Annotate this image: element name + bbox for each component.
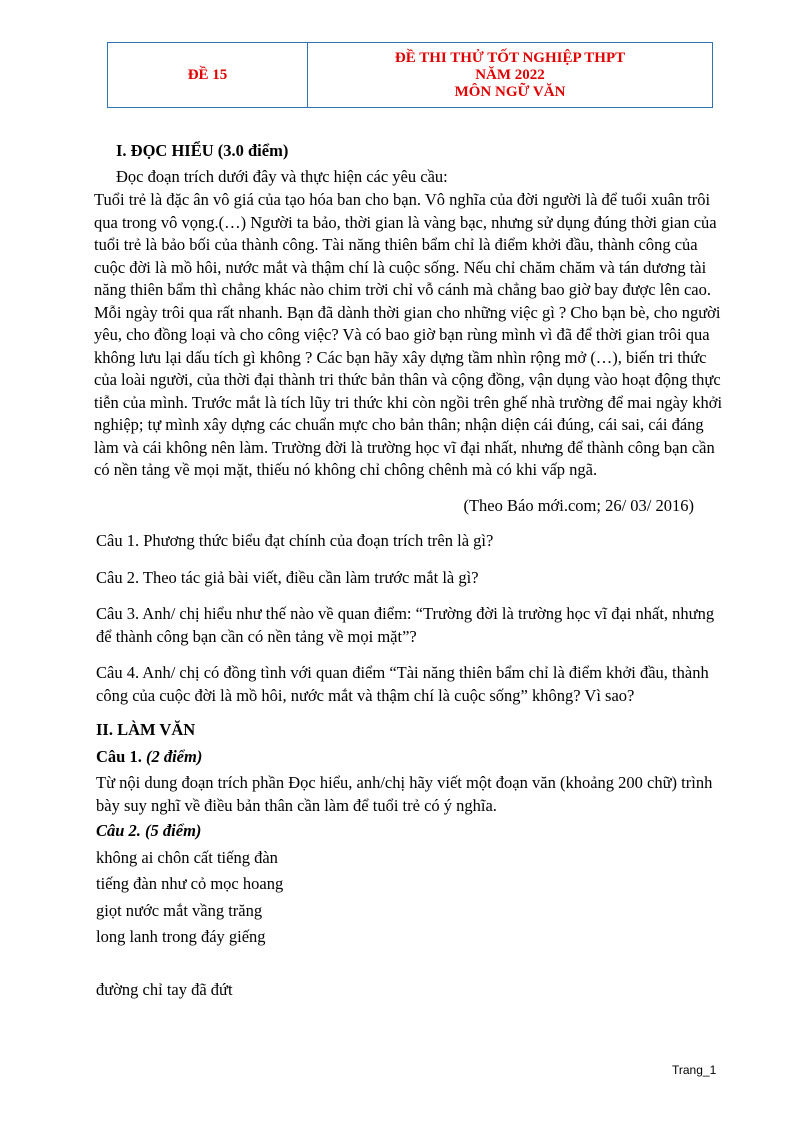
exam-subject: MÔN NGỮ VĂN: [454, 83, 566, 100]
question-1: Câu 1. Phương thức biểu đạt chính của đoạn trích trên là gì?: [96, 531, 494, 550]
section1-heading: I. ĐỌC HIỂU (3.0 điểm): [116, 141, 289, 160]
poem-line: giọt nước mắt vầng trăng: [96, 900, 263, 920]
exam-header-table: [107, 42, 713, 108]
reading-passage: Tuổi trẻ là đặc ân vô giá của tạo hóa ban cho bạn. Vô nghĩa của đời người là để tuổi xuân trôi qua trong vô vọng.(…) Người ta bảo, thời gian là vàng bạc, nhưng sử dụng đúng thời gian của tuổi trẻ là bảo bối của thành công. Tài năng thiên bẩm chỉ là điểm khởi đầu, thành công của cuộc đời là mồ hôi, nước mắt và thậm chí là cuộc sống. Nếu chỉ chăm chăm và tán dương tài năng thiên bẩm thì chẳng khác nào chim trời chỉ vỗ cánh mà chẳng bao giờ bay được lên cao. Mỗi ngày trôi qua rất nhanh. Bạn đã dành thời gian cho những việc gì ? Cho bạn bè, cho người yêu, cho đồng loại và cho công việc? Và có bao giờ bạn rùng mình vì đã để thời gian trôi qua không lưu lại dấu tích gì không ? Các bạn hãy xây dựng tầm nhìn rộng mở (…), biến tri thức của loài người, của thời đại thành tri thức bản thân và cộng đồng, vận dụng vào hoạt động thực tiễn của mình. Trước mắt là tích lũy tri thức khi còn ngồi trên ghế nhà trường để mai ngày khởi nghiệp; tự mình xây dựng các chuẩn mực cho bản thân; nhận diện cái đúng, cái sai, cái đáng làm và cái không nên làm. Trường đời là trường học vĩ đại nhất, nhưng để thành công bạn cần có nền tảng về mọi mặt, thiếu nó không chỉ chông chênh mà có khi vấp ngã.: [94, 190, 723, 479]
poem-line: long lanh trong đáy giếng: [96, 927, 266, 946]
passage-source: (Theo Báo mới.com; 26/ 03/ 2016): [463, 495, 694, 515]
essay-q2-heading: Câu 2. (5 điểm): [96, 821, 202, 840]
essay-q1-text: Từ nội dung đoạn trích phần Đọc hiểu, anh/chị hãy viết một đoạn văn (khoảng 200 chữ) trình bày suy nghĩ về điều bản thân cần làm để tuổi trẻ có ý nghĩa.: [96, 773, 713, 815]
essay-q1-label: Câu 1.: [96, 746, 142, 766]
poem-line: đường chỉ tay đã đứt: [96, 979, 233, 999]
exam-year-line: [475, 67, 545, 84]
section1-instruction: Đọc đoạn trích dưới đây và thực hiện các yêu cầu:: [116, 166, 448, 186]
essay-q1-heading: [96, 746, 726, 769]
question-3: Câu 3. Anh/ chị hiểu như thế nào về quan điểm: “Trường đời là trường học vĩ đại nhất, nhưng để thành công bạn cần có nền tảng về mọi mặt”?: [96, 604, 715, 646]
exam-number: ĐỀ 15: [108, 43, 308, 107]
poem-line: không ai chôn cất tiếng đàn: [96, 847, 278, 867]
section2-heading: II. LÀM VĂN: [96, 720, 196, 739]
essay-q1-points: (2 điểm): [145, 746, 203, 766]
document-body: [96, 140, 726, 1001]
page-number: Trang_1: [672, 1063, 717, 1077]
exam-title-cell: [308, 43, 712, 107]
exam-title: ĐỀ THI THỬ TỐT NGHIỆP THPT: [394, 49, 626, 66]
year-prefix: NĂM: [475, 66, 515, 83]
question-4: Câu 4. Anh/ chị có đồng tình với quan điểm “Tài năng thiên bẩm chỉ là điểm khởi đầu, thành công của cuộc đời là mồ hôi, nước mắt và thậm chí là cuộc sống” không? Vì sao?: [96, 663, 709, 705]
year-value: 2022: [514, 66, 545, 83]
poem-line: tiếng đàn như cỏ mọc hoang: [96, 874, 284, 893]
question-2: Câu 2. Theo tác giả bài viết, điều cần làm trước mắt là gì?: [96, 567, 479, 587]
